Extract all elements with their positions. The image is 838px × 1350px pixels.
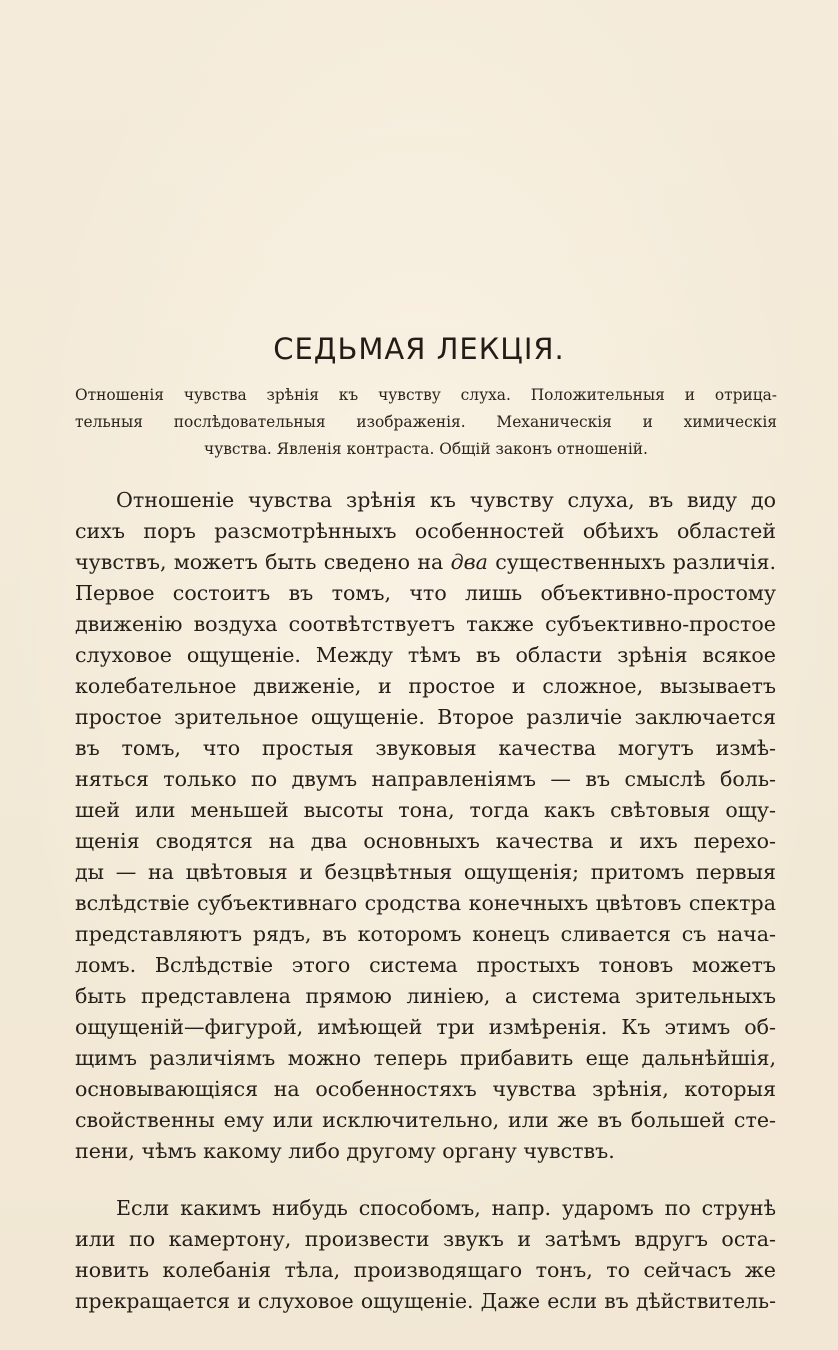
text-segment: чувствъ, можетъ быть сведено на (75, 550, 444, 574)
text-line: простое зрительное ощущеніе. Второе различіе заключается (75, 705, 776, 729)
lecture-title: СЕДЬМАЯ ЛЕКЦІЯ. (273, 332, 565, 366)
text-line: прекращается и слуховое ощущеніе. Даже если въ дѣйствитель- (75, 1289, 776, 1313)
text-line: или по камертону, произвести звукъ и затѣмъ вдругъ оста- (75, 1227, 776, 1251)
text-line: основывающіяся на особенностяхъ чувства зрѣнія, которыя (75, 1077, 776, 1101)
text-line: Если какимъ нибудь способомъ, напр. ударомъ по струнѣ (116, 1196, 776, 1220)
text-line: въ томъ, что простыя звуковыя качества могутъ измѣ- (75, 736, 776, 760)
summary-line: Отношенія чувства зрѣнія къ чувству слуха. Положительныя и отрица- (75, 386, 777, 404)
text-line: ломъ. Вслѣдствіе этого система простыхъ тоновъ можетъ (75, 953, 776, 977)
text-line: Отношеніе чувства зрѣнія къ чувству слуха, въ виду до (116, 488, 776, 512)
text-line: представляютъ рядъ, въ которомъ конецъ сливается съ нача- (75, 922, 776, 946)
text-line: ощущеній—фигурой, имѣющей три измѣренія. Къ этимъ об- (75, 1015, 776, 1039)
text-segment: существенныхъ различія. (495, 550, 776, 574)
text-line: пени, чѣмъ какому либо другому органу чувствъ. (75, 1139, 615, 1163)
text-line: щимъ различіямъ можно теперь прибавить еще дальнѣйшія, (75, 1046, 776, 1070)
summary-line: чувства. Явленія контраста. Общій законъ отношеній. (204, 440, 648, 458)
text-line: шей или меньшей высоты тона, тогда какъ свѣтовыя ощу- (75, 798, 776, 822)
text-line: щенія сводятся на два основныхъ качества и ихъ перехо- (75, 829, 776, 853)
text-line: новить колебанія тѣла, производящаго тонъ, то сейчасъ же (75, 1258, 776, 1282)
text-line: вслѣдствіе субъективнаго сродства конечныхъ цвѣтовъ спектра (75, 891, 776, 915)
text-line: свойственны ему или исключительно, или же въ большей сте- (75, 1108, 776, 1132)
text-line: движенію воздуха соотвѣтствуетъ также субъективно-простое (75, 612, 776, 636)
text-line: няться только по двумъ направленіямъ — въ смыслѣ боль- (75, 767, 776, 791)
text-line: сихъ поръ разсмотрѣнныхъ особенностей обѣихъ областей (75, 519, 776, 543)
text-line: быть представлена прямою линіею, а система зрительныхъ (75, 984, 776, 1008)
text-line: Первое состоитъ въ томъ, что лишь объективно-простому (75, 581, 776, 605)
summary-line: тельныя послѣдовательныя изображенія. Механическія и химическія (75, 413, 777, 431)
emphasized-word: два (450, 550, 488, 574)
text-line: слуховое ощущеніе. Между тѣмъ въ области зрѣнія всякое (75, 643, 776, 667)
text-line (75, 550, 776, 574)
text-line: ды — на цвѣтовыя и безцвѣтныя ощущенія; притомъ первыя (75, 860, 776, 884)
text-line: колебательное движеніе, и простое и сложное, вызываетъ (75, 674, 776, 698)
